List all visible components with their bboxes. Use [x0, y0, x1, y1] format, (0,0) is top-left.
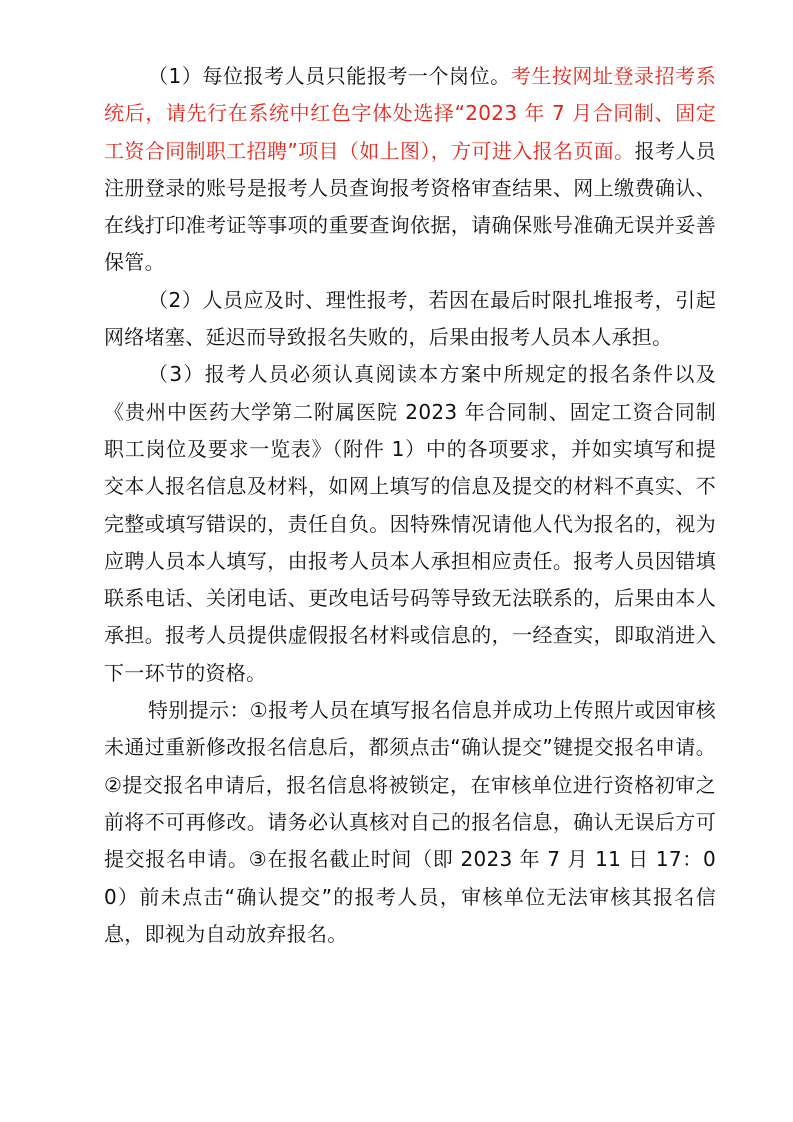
- paragraph-1-tail: 报考人员注册登录的账号是报考人员查询报考资格审查结果、网上缴费确认、在线打印准考证等事项的重要查询依据，请确保账号准确无误并妥善保管。: [104, 138, 716, 275]
- paragraph-3: （3）报考人员必须认真阅读本方案中所规定的报名条件以及《贵州中医药大学第二附属医院 2023 年合同制、固定工资合同制职工岗位及要求一览表》（附件 1）中的各项要求，并如实填写和提交本人报名信息及材料，如网上填写的信息及提交的材料不真实、不完整或填写错误的，责任自负。因特殊情况请他人代为报名的，视为应聘人员本人填写，由报考人员本人承担相应责任。报考人员因错填联系电话、关闭电话、更改电话号码等导致无法联系的，后果由本人承担。报考人员提供虚假报名材料或信息的，一经查实，即取消进入下一环节的资格。: [104, 362, 716, 685]
- paragraph-1-lead: （1）每位报考人员只能报考一个岗位。: [148, 64, 511, 88]
- paragraph-1-red-notice: 考生按网址登录招考系统后，请先行在系统中红色字体处选择“2023 年 7 月合同制、固定工资合同制职工招聘”项目（如上图），方可进入报名页面。: [104, 64, 717, 163]
- paragraph-1: [104, 58, 716, 282]
- document-body: [104, 58, 716, 953]
- paragraph-4-special-notice: 特别提示：①报考人员在填写报名信息并成功上传照片或因审核未通过重新修改报名信息后，都须点击“确认提交”键提交报名申请。②提交报名申请后，报名信息将被锁定，在审核单位进行资格初审之前将不可再修改。请务必认真核对自己的报名信息，确认无误后方可提交报名申请。③在报名截止时间（即 2023 年 7 月 11 日 17：00）前未点击“确认提交”的报考人员，审核单位无法审核其报名信息，即视为自动放弃报名。: [104, 698, 716, 946]
- paragraph-2: （2）人员应及时、理性报考，若因在最后时限扎堆报考，引起网络堵塞、延迟而导致报名失败的，后果由报考人员本人承担。: [104, 287, 716, 350]
